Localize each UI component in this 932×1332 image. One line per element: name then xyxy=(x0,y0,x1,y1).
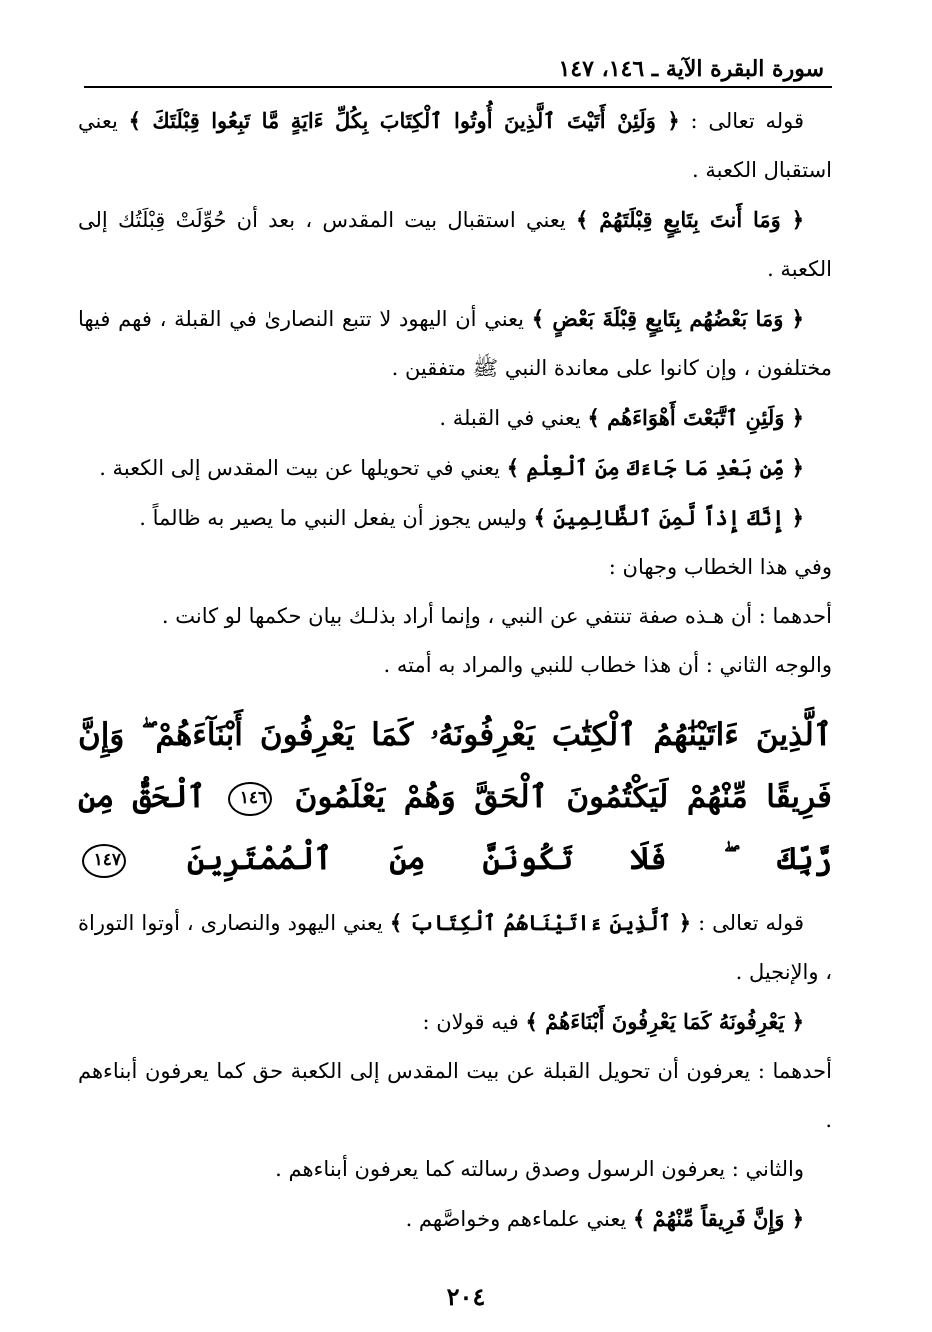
text-run: والثاني : يعرفون الرسول وصدق رسالته كما يعرفون أبناءهم . xyxy=(275,1157,804,1181)
main-text xyxy=(78,96,832,1244)
quran-verse-block xyxy=(78,704,832,890)
paragraph xyxy=(78,96,832,195)
text-run: يعني في القبلة . xyxy=(439,406,588,430)
paragraph xyxy=(78,898,832,997)
text-run: يعني استقبال بيت المقدس ، بعد أن حُوِّلَتْ قِبْلَتُك إلى الكعبة . xyxy=(78,208,832,281)
text-run: فيه قولان : xyxy=(422,1010,526,1034)
paragraph xyxy=(78,393,832,443)
paragraph xyxy=(78,1047,832,1145)
text-run: يعني اليهود والنصارى ، أوتوا التوراة ، والإنجيل . xyxy=(78,911,832,984)
quran-quote: ﴿ وَلَئِنِ ٱتَّبَعْتَ أَهْوَاءَهُم ﴾ xyxy=(587,405,804,430)
quran-quote: ﴿ وَإِنَّ فَرِيقاً مِّنْهُمْ ﴾ xyxy=(633,1206,804,1231)
text-run: والوجه الثاني : أن هذا خطاب للنبي والمراد به أمته . xyxy=(383,653,832,677)
text-run: قوله تعالى : xyxy=(679,109,805,133)
text-run: وفي هذا الخطاب وجهان : xyxy=(608,555,832,579)
page-number: ٢٠٤ xyxy=(446,1282,486,1311)
ayah-number-147: ١٤٧ xyxy=(82,844,126,878)
text-run: يعني في تحويلها عن بيت المقدس إلى الكعبة . xyxy=(99,456,507,480)
text-run: أحدهما : يعرفون أن تحويل القبلة عن بيت المقدس إلى الكعبة حق كما يعرفون أبناءهم . xyxy=(78,1059,832,1132)
quran-quote: ﴿ وَمَا أَنتَ بِتَابِعٍ قِبْلَتَهُمْ ﴾ xyxy=(576,207,804,232)
running-header: سورة البقرة الآية ـ ١٤٦، ١٤٧ xyxy=(84,54,832,88)
verse-146: ٱلَّذِينَ ءَاتَيْنَٰهُمُ ٱلْكِتَٰبَ يَعْرِفُونَهُۥ كَمَا يَعْرِفُونَ أَبْنَآءَهُمْ ۖ وَإِنَّ فَرِيقًا مِّنْهُمْ لَيَكْتُمُونَ ٱلْحَقَّ وَهُمْ يَعْلَمُونَ xyxy=(78,717,832,815)
quran-quote: ﴿ وَمَا بَعْضُهُم بِتَابِعٍ قِبْلَةَ بَعْضٍ ﴾ xyxy=(531,306,804,331)
paragraph xyxy=(78,1145,832,1194)
text-run: يعني علماءهم وخواصَّهم . xyxy=(405,1207,634,1231)
paragraph xyxy=(78,443,832,493)
paragraph xyxy=(78,641,832,690)
text-run: أحدهما : أن هـذه صفة تنتفي عن النبي ، وإنما أراد بذلـك بيان حكمها لو كانت . xyxy=(161,604,832,628)
text-run: قوله تعالى : xyxy=(691,911,804,935)
paragraph xyxy=(78,543,832,592)
text-run: يعني استقبال الكعبة . xyxy=(78,109,832,182)
quran-quote: ﴿ يَعْرِفُونَهُ كَمَا يَعْرِفُونَ أَبْنَاءَهُمْ ﴾ xyxy=(525,1009,804,1034)
quran-quote: ﴿ مِّن بَعْدِ مَا جَاءَكَ مِنَ ٱلْعِلْمِ ﴾ xyxy=(506,455,804,480)
ayah-number-146: ١٤٦ xyxy=(228,782,272,816)
text-run: وليس يجوز أن يفعل النبي ما يصير به ظالماً . xyxy=(139,506,534,530)
paragraph xyxy=(78,997,832,1047)
verse-147: ٱلْحَقُّ مِن رَّبِّكَ ۖ فَلَا تَكُونَنَّ مِنَ ٱلْمُمْتَرِينَ xyxy=(78,779,833,877)
quran-quote: ﴿ وَلَئِنْ أَتَيْتَ ٱلَّذِينَ أُوتُوا ٱلْكِتَابَ بِكُلِّ ءَايَةٍ مَّا تَبِعُوا قِبْلَتَكَ ﴾ xyxy=(128,108,680,133)
paragraph xyxy=(78,294,832,393)
paragraph xyxy=(78,493,832,543)
paragraph xyxy=(78,195,832,294)
paragraph xyxy=(78,1194,832,1244)
quran-quote: ﴿ إِنَّكَ إِذاً لَّمِنَ ٱلظَّالِمِينَ ﴾ xyxy=(533,505,804,530)
quran-quote: ﴿ ٱلَّذِينَ ءَاتَيْنَاهُمُ ٱلْكِتَابَ ﴾ xyxy=(389,910,692,935)
paragraph xyxy=(78,592,832,641)
text-run: يعني أن اليهود لا تتبع النصارىٰ في القبلة ، فهم فيها مختلفون ، وإن كانوا على معاندة النبي ﷺ متفقين . xyxy=(78,307,832,380)
